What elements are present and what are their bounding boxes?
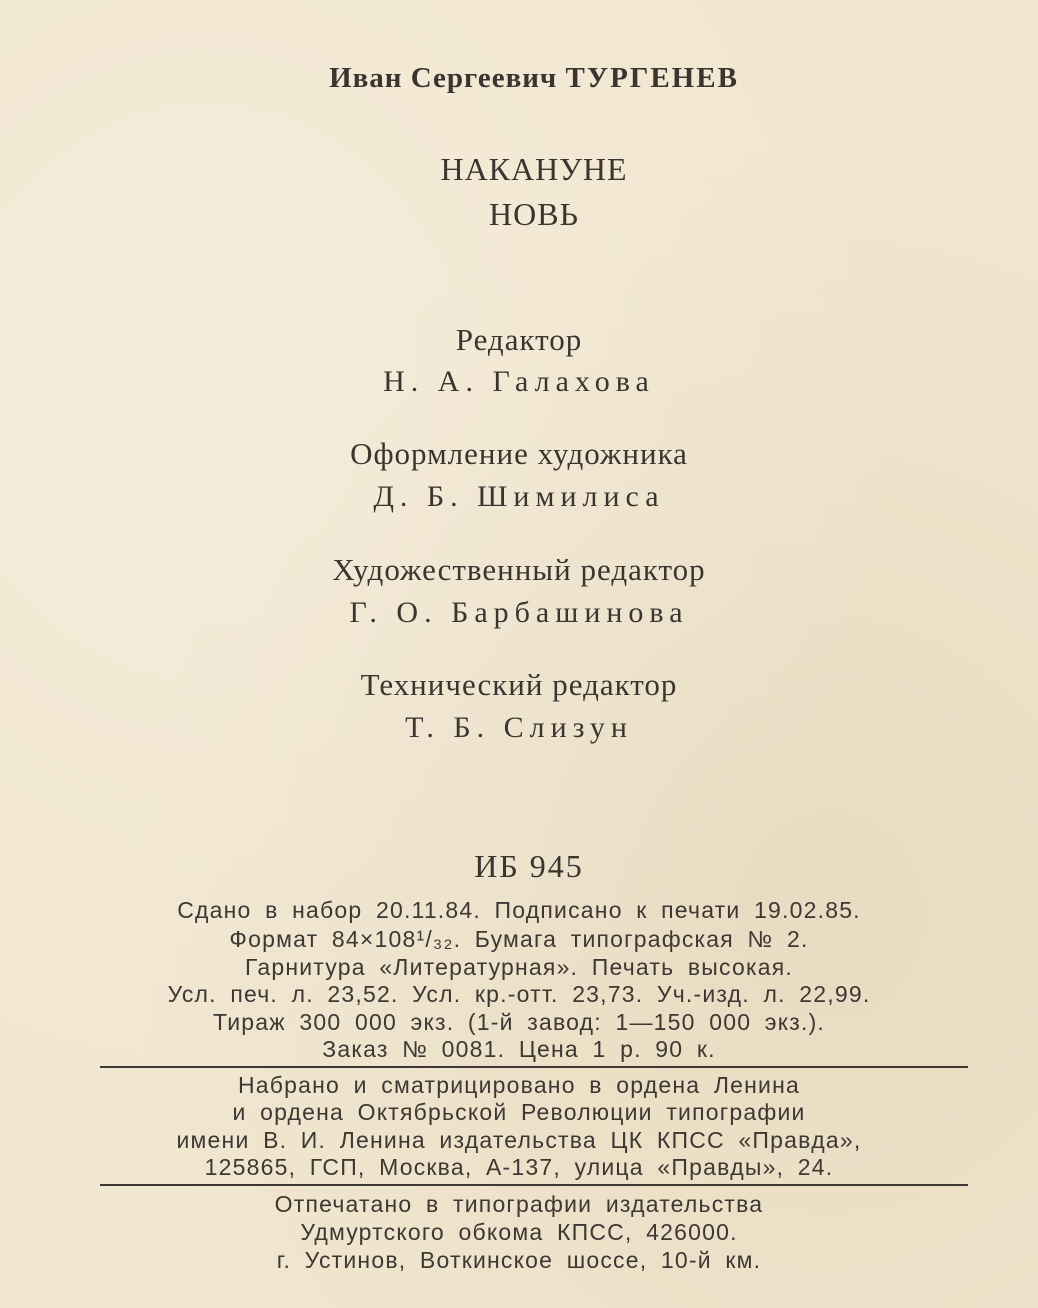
publication-info-line: Формат 84×108¹/₃₂. Бумага типографская № 2. — [229, 926, 809, 952]
credit-role-editor: Редактор — [455, 322, 583, 357]
publication-info-line: Гарнитура «Литературная». Печать высокая. — [245, 954, 793, 980]
divider-rule — [100, 1066, 968, 1068]
typesetting-info-line: Набрано и сматрицировано в ордена Ленина — [238, 1072, 800, 1098]
printing-info-line: Отпечатано в типографии издательства — [274, 1191, 764, 1217]
publication-info-line: Сдано в набор 20.11.84. Подписано к печати 19.02.85. — [177, 897, 861, 923]
ib-number: ИБ 945 — [474, 848, 584, 884]
credit-person-art-editor: Г. О. Барбашинова — [349, 596, 689, 629]
printing-info-line: г. Устинов, Воткинское шоссе, 10-й км. — [276, 1247, 762, 1273]
credit-role-designer: Оформление художника — [350, 436, 688, 471]
author-surname: ТУРГЕНЕВ — [565, 62, 739, 94]
typesetting-info-line: имени В. И. Ленина издательства ЦК КПСС «Правда», — [176, 1127, 862, 1153]
credit-role-tech-editor: Технический редактор — [360, 667, 678, 702]
divider-rule — [100, 1184, 968, 1186]
credit-person-editor: Н. А. Галахова — [383, 365, 655, 398]
credit-person-tech-editor: Т. Б. Слизун — [405, 711, 633, 744]
typesetting-info-line: и ордена Октябрьской Революции типографии — [232, 1099, 806, 1125]
book-title-1: НАКАНУНЕ — [440, 151, 628, 187]
credit-person-designer: Д. Б. Шимилиса — [373, 480, 665, 513]
publication-info-line: Тираж 300 000 экз. (1-й завод: 1—150 000 экз.). — [212, 1009, 826, 1035]
credit-role-art-editor: Художественный редактор — [332, 552, 706, 587]
publication-info-line: Заказ № 0081. Цена 1 р. 90 к. — [322, 1036, 716, 1062]
publication-info-line: Усл. печ. л. 23,52. Усл. кр.-отт. 23,73. Уч.-изд. л. 22,99. — [167, 981, 871, 1007]
book-title-2: НОВЬ — [489, 196, 579, 232]
author-name: Иван Сергеевич — [329, 62, 558, 94]
typesetting-info-line: 125865, ГСП, Москва, А-137, улица «Правды», 24. — [204, 1154, 834, 1180]
printing-info-line: Удмуртского обкома КПСС, 426000. — [300, 1219, 738, 1245]
author-line — [0, 62, 1038, 95]
